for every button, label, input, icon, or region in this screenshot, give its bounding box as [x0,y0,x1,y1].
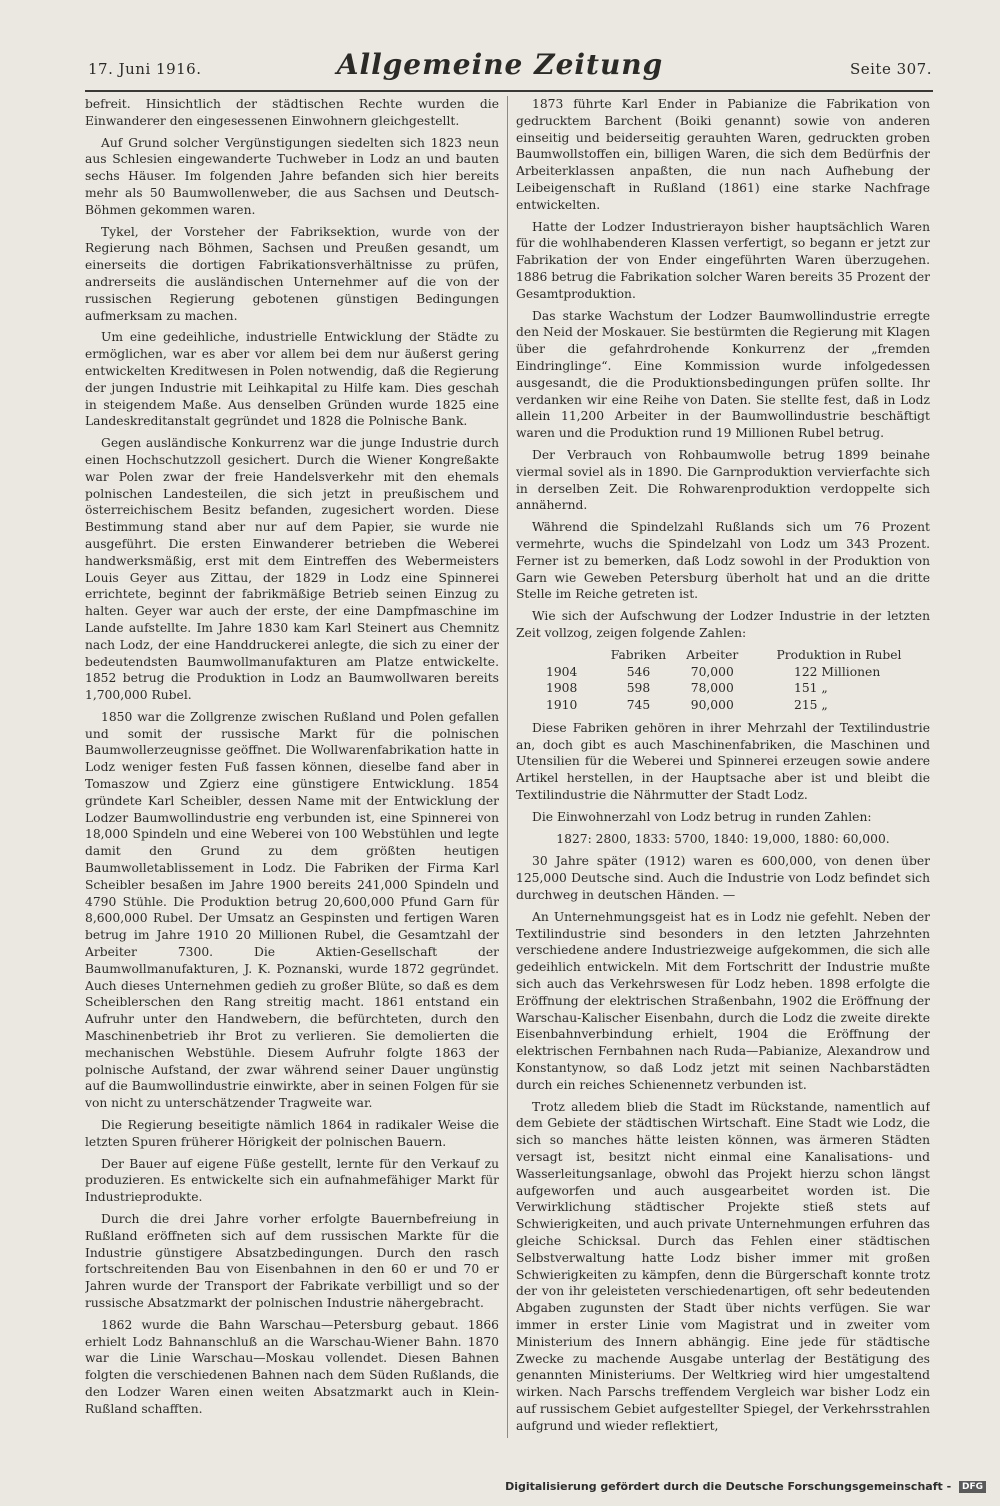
table-row [516,680,930,697]
table-cell-year: 1904 [546,664,578,679]
paragraph: Der Verbrauch von Rohbaumwolle betrug 1899 beinahe viermal soviel als in 1890. Die Garnproduktion vervierfachte sich in derselben Zeit. Die Rohwarenproduktion verdoppelte sich annähernd. [516,447,930,513]
table-header-cell: Arbeiter [686,647,739,662]
left-column [85,96,499,1438]
table-cell: 151 „ [794,681,828,696]
table-cell: 70,000 [690,664,734,679]
paragraph: 1862 wurde die Bahn Warschau—Petersburg gebaut. 1866 erhielt Lodz Bahnanschluß an die Warschau-Wiener Bahn. 1870 war die Linie Warschau—Moskau vollendet. Diesen Bahnen folgten die verschiedenen Bahnen nach dem Süden Rußlands, die den Lodzer Waren einen weiten Absatzmarkt auch in Klein-Rußland schafften. [85,1317,499,1416]
paragraph: befreit. Hinsichtlich der städtischen Rechte wurden die Einwanderer den eingesessenen Einwohnern gleichgestellt. [85,97,499,128]
table-header-cell: Fabriken [610,647,667,662]
table-cell: 90,000 [690,698,734,713]
paragraph: Tykel, der Vorsteher der Fabriksektion, wurde von der Regierung nach Böhmen, Sachsen und Preußen gesandt, um einerseits die dortigen Fabrikationsverhältnisse zu prüfen, andrerseits die ausländischen Unternehmer auf die von der russischen Regierung gebotenen günstigen Bedingungen aufmerksam zu machen. [85,224,499,323]
table-header-row [516,647,930,664]
paragraph: Der Bauer auf eigene Füße gestellt, lernte für den Verkauf zu produzieren. Es entwickelte sich ein aufnahmefähiger Markt für Industrieprodukte. [85,1156,499,1205]
right-column [516,96,930,1438]
paragraph: Auf Grund solcher Vergünstigungen siedelten sich 1823 neun aus Schlesien eingewanderte Tuchweber in Lodz an und bauten sechs Häuser. Im folgenden Jahre befanden sich hier bereits mehr als 50 Baumwollenweber, die aus Sachsen und Deutsch-Böhmen gekommen waren. [85,135,499,217]
paragraph: Die Einwohnerzahl von Lodz betrug in runden Zahlen: [532,809,872,824]
credit-text: Digitalisierung gefördert durch die Deutsche Forschungsgemeinschaft - [505,1480,952,1493]
table-cell-year: 1908 [546,681,578,696]
paragraph: Wie sich der Aufschwung der Lodzer Industrie in der letzten Zeit vollzog, zeigen folgende Zahlen: [516,609,930,640]
table-cell: 598 [626,681,651,696]
paragraph: Das starke Wachstum der Lodzer Baumwollindustrie erregte den Neid der Moskauer. Sie bestürmten die Regierung mit Klagen über die gefahrdrohende Konkurrenz der „fremden Eindringlinge“. Eine Kommission wurde infolgedessen ausgesandt, die die Produktionsbedingungen prüfen sollte. Ihr verdanken wir eine Reihe von Daten. Sie stellte fest, daß in Lodz allein 11,200 Arbeiter in der Baumwollindustrie beschäftigt waren und die Produktion rund 19 Millionen Rubel betrug. [516,308,930,441]
column-divider [507,96,508,1438]
table-cell: 745 [626,698,651,713]
paragraph: Hatte der Lodzer Industrierayon bisher hauptsächlich Waren für die wohlhabenderen Klassen verfertigt, so begann er jetzt zur Fabrikation der von Ender eingeführten Waren überzugehen. 1886 betrug die Fabrikation solcher Waren bereits 35 Prozent der Gesamtproduktion. [516,219,930,301]
paragraph: Durch die drei Jahre vorher erfolgte Bauernbefreiung in Rußland eröffneten sich auf dem russischen Markte für die Industrie günstigere Absatzbedingungen. Durch den rasch fortschreitenden Bau von Eisenbahnen in den 60 er und 70 er Jahren wurde der Transport der Fabrikate verbilligt und so der russische Absatzmarkt der polnischen Industrie nähergebracht. [85,1212,499,1310]
table-cell-year: 1910 [546,698,578,713]
industry-stats-table [516,647,930,714]
paragraph: 30 Jahre später (1912) waren es 600,000, von denen über 125,000 Deutsche sind. Auch die Industrie von Lodz befindet sich durchweg in deutschen Händen. — [516,854,930,903]
issue-date: 17. Juni 1916. [88,60,202,78]
header-rule [85,90,933,92]
table-cell: 546 [626,664,651,679]
table-header-cell [516,647,600,664]
table-cell: 215 „ [794,698,828,713]
paragraph: 1850 war die Zollgrenze zwischen Rußland und Polen gefallen und somit der russische Markt für die polnischen Baumwollerzeugnisse geöffnet. Die Wollwarenfabrikation hatte in Lodz weniger festen Fuß fassen können, dieselbe fand aber in Tomaszow und Zgierz eine günstigere Entwicklung. 1854 gründete Karl Scheibler, dessen Name mit der Entwicklung der Lodzer Baumwollindustrie eng verbunden ist, eine Spinnerei von 18,000 Spindeln und eine Weberei von 100 Webstühlen und legte damit den Grund zu dem größten heutigen Baumwolletablissement in Lodz. Die Fabriken der Firma Karl Scheibler besaßen im Jahre 1900 bereits 241,000 Spindeln und 4790 Stühle. Die Produktion betrug 20,600,000 Pfund Garn für 8,600,000 Rubel. Der Umsatz an Gespinsten und fertigen Waren betrug im Jahre 1910 20 Millionen Rubel, die Gesamtzahl der Arbeiter 7300. Die Aktien-Gesellschaft der Baumwollmanufakturen, J. K. Poznanski, wurde 1872 gegründet. Auch dieses Unternehmen gedieh zu großer Blüte, so daß es dem Scheiblerschen den Rang streitig macht. 1861 entstand ein Aufruhr unter den Handwebern, die befürchteten, durch den Maschinenbetrieb ihr Brot zu verlieren. Sie demolierten die mechanischen Webstühle. Diesem Aufruhr folgte 1863 der polnische Aufstand, der zwar während seiner Dauer ungünstig auf die Baumwollindustrie einwirkte, aber in seinen Folgen für sie von nicht zu unterschätzender Tragweite war. [85,709,499,1111]
table-row [516,664,930,681]
paragraph: An Unternehmungsgeist hat es in Lodz nie gefehlt. Neben der Textilindustrie sind besonders in den letzten Jahrzehnten verschiedene andere Industriezweige aufgekommen, die sich alle gedeihlich entwickeln. Mit dem Fortschritt der Industrie mußte sich auch das Verkehrswesen für Lodz heben. 1898 erfolgte die Eröffnung der elektrischen Straßenbahn, 1902 die Eröffnung der Warschau-Kalischer Eisenbahn, durch die Lodz die zweite direkte Eisenbahnverbindung erhielt, 1904 die Eröffnung der elektrischen Fernbahnen nach Ruda—Pabianize, Alexandrow und Konstantynow, so daß Lodz jetzt mit seinen Nachbarstädten durch ein reiches Schienennetz verbunden ist. [516,909,930,1092]
paragraph: Während die Spindelzahl Rußlands sich um 76 Prozent vermehrte, wuchs die Spindelzahl von Lodz um 343 Prozent. Ferner ist zu bemerken, daß Lodz sowohl in der Produktion von Garn wie Geweben Petersburg überholt hat und an die dritte Stelle im Reiche getreten ist. [516,520,930,602]
table-row [516,697,930,714]
paragraph: Um eine gedeihliche, industrielle Entwicklung der Städte zu ermöglichen, war es aber vor allem bei dem nur äußerst gering entwickelten Kreditwesen in Polen notwendig, daß die Regierung der jungen Industrie mit Leihkapital zu Hilfe kam. Dies geschah in steigendem Maße. Aus denselben Gründen wurde 1825 eine Landeskreditanstalt gegründet und 1828 die Polnische Bank. [85,330,499,429]
table-cell: 78,000 [690,681,734,696]
masthead-title: Allgemeine Zeitung [336,48,664,81]
paragraph: Gegen ausländische Konkurrenz war die junge Industrie durch einen Hochschutzzoll gesichert. Durch die Wiener Kongreßakte war Polen zwar der freie Handelsverkehr mit den ehemals polnischen Landesteilen, die sich jetzt in preußischem und österreichischem Besitz befanden, zugesichert worden. Diese Bestimmung stand aber nur auf dem Papier, sie wurde nie ausgeführt. Die ersten Einwanderer betrieben die Weberei handwerksmäßig, erst mit dem Eintreffen des Webermeisters Louis Geyer aus Zittau, der 1829 in Lodz eine Spinnerei errichtete, beginnt der fabrikmäßige Betrieb seinen Einzug zu halten. Geyer war auch der erste, der eine Dampfmaschine im Lande aufstellte. Im Jahre 1830 kam Karl Steinert aus Chemnitz nach Lodz, der eine Handdruckerei anlegte, die sich zu einer der bedeutendsten Baumwollmanufakturen am Platze entwickelte. 1852 betrug die Produktion in Lodz an Baumwollwaren bereits 1,700,000 Rubel. [85,436,499,703]
population-figures: 1827: 2800, 1833: 5700, 1840: 19,000, 1880: 60,000. [556,831,890,846]
paragraph: 1873 führte Karl Ender in Pabianize die Fabrikation von gedrucktem Barchent (Boiki genannt) sowie von anderen einseitig und beiderseitig gerauhten Waren, gedruckten groben Baumwollstoffen ein, billigen Waren, die sich dem Bedürfnis der Arbeiterklassen anpaßten, die nun nach Aufhebung der Leibeigenschaft in Rußland (1861) eine starke Nachfrage entwickelten. [516,97,930,212]
paragraph: Die Regierung beseitigte nämlich 1864 in radikaler Weise die letzten Spuren früherer Hörigkeit der polnischen Bauern. [85,1118,499,1149]
digitization-credit [505,1480,986,1493]
dfg-logo: DFG [959,1481,986,1493]
paragraph: Trotz alledem blieb die Stadt im Rückstande, namentlich auf dem Gebiete der städtischen Wirtschaft. Eine Stadt wie Lodz, die sich so manches hätte leisten können, was ärmeren Städten versagt ist, besitzt nicht einmal eine Kanalisations- und Wasserleitungsanlage, obwohl das Projekt hierzu schon längst aufgeworfen und auch ausgearbeitet worden ist. Die Verwirklichung städtischer Projekte stieß stets auf Schwierigkeiten, und auch private Unternehmungen erfuhren das gleiche Schicksal. Durch das Fehlen einer städtischen Selbstverwaltung hatte Lodz bisher immer mit großen Schwierigkeiten zu kämpfen, denn die Bürgerschaft konnte trotz der von ihr geleisteten verschiedenartigen, oft sehr bedeutenden Abgaben zugunsten der Stadt über nichts verfügen. Sie war immer in erster Linie vom Magistrat und in zweiter vom Ministerium des Innern abhängig. Eine jede für städtische Zwecke zu machende Ausgabe unterlag der Bestätigung des genannten Ministeriums. Der Weltkrieg wird hier umgestaltend wirken. Nach Parschs treffendem Vergleich war bisher Lodz ein auf russischem Gebiet aufgestellter Spiegel, der Verkehrsstrahlen aufgrund und wieder reflektiert, [516,1099,930,1433]
table-cell: 122 Millionen [794,664,881,679]
page-number: Seite 307. [849,60,932,78]
table-header-cell: Produktion in Rubel [776,647,902,662]
paragraph: Diese Fabriken gehören in ihrer Mehrzahl der Textilindustrie an, doch gibt es auch Maschinenfabriken, die Maschinen und Utensilien für die Weberei und Spinnerei erzeugen sowie andere Artikel herstellen, in der Hauptsache aber ist und bleibt die Textilindustrie die Nährmutter der Stadt Lodz. [516,720,930,803]
